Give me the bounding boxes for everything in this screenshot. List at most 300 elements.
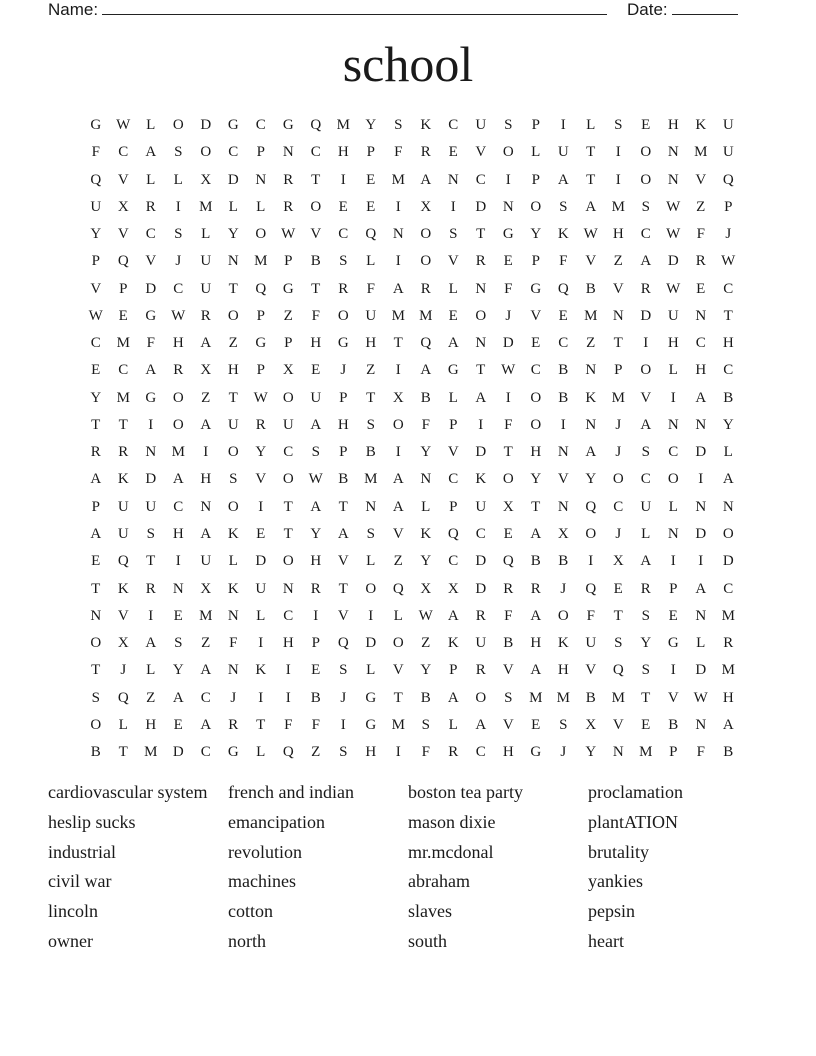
grid-letter: F	[696, 226, 705, 243]
grid-letter: T	[118, 744, 128, 761]
grid-row	[82, 466, 742, 493]
grid-letter: I	[340, 716, 346, 733]
grid-letter: U	[145, 498, 157, 515]
grid-letter: R	[145, 198, 156, 215]
grid-letter: C	[118, 362, 129, 379]
grid-letter: I	[258, 689, 264, 706]
grid-letter: I	[285, 662, 291, 679]
grid-letter: H	[145, 716, 157, 733]
grid-letter: T	[586, 144, 596, 161]
letter-grid	[82, 112, 742, 766]
grid-letter: O	[172, 416, 184, 433]
grid-row	[82, 712, 742, 739]
grid-letter: E	[668, 607, 678, 624]
grid-letter: S	[614, 635, 623, 652]
grid-letter: O	[200, 144, 212, 161]
grid-letter: A	[200, 662, 212, 679]
grid-letter: L	[531, 144, 541, 161]
grid-letter: A	[695, 389, 707, 406]
grid-letter: N	[475, 335, 487, 352]
word-bank-item: industrial	[48, 841, 116, 862]
grid-letter: T	[311, 280, 321, 297]
grid-letter: U	[282, 416, 294, 433]
grid-letter: T	[476, 362, 486, 379]
grid-letter: H	[282, 635, 294, 652]
grid-letter: Y	[420, 662, 432, 679]
grid-letter: D	[640, 307, 652, 324]
grid-letter: R	[723, 635, 734, 652]
grid-letter: O	[722, 525, 734, 542]
grid-letter: G	[145, 307, 157, 324]
grid-letter: S	[91, 689, 100, 706]
grid-letter: A	[392, 280, 404, 297]
grid-letter: Q	[282, 744, 294, 761]
grid-letter: V	[612, 280, 624, 297]
grid-letter: V	[117, 226, 129, 243]
grid-letter: S	[614, 117, 623, 133]
grid-letter: O	[585, 525, 597, 542]
grid-letter: V	[475, 144, 487, 161]
grid-letter: Z	[393, 553, 403, 570]
grid-letter: A	[475, 716, 487, 733]
grid-letter: K	[557, 635, 569, 652]
grid-letter: N	[585, 416, 597, 433]
grid-letter: N	[502, 198, 514, 215]
grid-letter: V	[310, 226, 322, 243]
grid-letter: B	[420, 689, 431, 706]
grid-letter: B	[365, 444, 376, 461]
grid-letter: F	[366, 280, 375, 297]
grid-letter: C	[448, 471, 459, 488]
grid-letter: Z	[421, 635, 431, 652]
grid-row	[82, 357, 742, 384]
grid-letter: S	[339, 253, 348, 270]
grid-letter: P	[256, 362, 265, 379]
grid-letter: L	[256, 198, 266, 215]
grid-row	[82, 630, 742, 657]
grid-letter: X	[447, 580, 459, 597]
grid-letter: T	[338, 498, 348, 515]
grid-letter: D	[172, 744, 184, 761]
grid-letter: P	[284, 335, 293, 352]
grid-letter: U	[557, 144, 569, 161]
grid-letter: P	[256, 144, 265, 161]
grid-letter: N	[200, 498, 212, 515]
grid-letter: H	[722, 335, 734, 352]
grid-letter: U	[200, 253, 212, 270]
grid-letter: Z	[613, 253, 623, 270]
grid-letter: M	[721, 662, 735, 679]
grid-letter: L	[118, 716, 128, 733]
grid-letter: S	[421, 716, 430, 733]
grid-letter: R	[420, 144, 431, 161]
grid-letter: D	[475, 580, 487, 597]
grid-letter: M	[611, 689, 625, 706]
grid-letter: M	[391, 171, 405, 188]
grid-letter: J	[505, 307, 512, 324]
grid-letter: T	[256, 716, 266, 733]
grid-letter: R	[448, 744, 459, 761]
grid-letter: T	[503, 444, 513, 461]
grid-letter: O	[90, 716, 102, 733]
grid-letter: E	[448, 144, 458, 161]
grid-letter: P	[256, 307, 265, 324]
grid-letter: G	[255, 335, 267, 352]
date-label: Date:	[627, 0, 668, 19]
grid-letter: E	[366, 171, 376, 188]
word-bank-item: heslip sucks	[48, 811, 136, 832]
grid-letter: H	[172, 525, 184, 542]
grid-letter: V	[447, 253, 459, 270]
grid-letter: U	[227, 416, 239, 433]
grid-letter: T	[91, 580, 101, 597]
grid-letter: B	[310, 689, 321, 706]
grid-letter: Q	[557, 280, 569, 297]
grid-letter: Z	[228, 335, 238, 352]
grid-letter: P	[119, 280, 128, 297]
grid-letter: I	[340, 171, 346, 188]
grid-letter: Y	[640, 635, 652, 652]
grid-letter: D	[200, 117, 212, 133]
grid-letter: H	[227, 362, 239, 379]
grid-letter: C	[723, 362, 734, 379]
grid-letter: B	[585, 689, 596, 706]
grid-letter: N	[695, 416, 707, 433]
word-bank-item: mr.mcdonal	[408, 841, 494, 862]
date-field	[627, 0, 738, 18]
grid-letter: N	[392, 226, 404, 243]
grid-letter: C	[283, 444, 294, 461]
grid-letter: Q	[585, 498, 597, 515]
grid-letter: Y	[365, 117, 377, 133]
grid-letter: M	[611, 198, 625, 215]
grid-letter: U	[255, 580, 267, 597]
grid-row	[82, 439, 742, 466]
grid-letter: L	[448, 280, 458, 297]
grid-letter: E	[173, 716, 183, 733]
grid-letter: U	[365, 307, 377, 324]
grid-letter: K	[420, 117, 432, 133]
grid-letter: P	[449, 498, 458, 515]
grid-letter: O	[282, 553, 294, 570]
grid-letter: H	[612, 226, 624, 243]
grid-letter: V	[585, 253, 597, 270]
grid-letter: N	[695, 498, 707, 515]
grid-letter: L	[668, 362, 678, 379]
grid-letter: I	[505, 389, 511, 406]
grid-letter: S	[229, 471, 238, 488]
grid-letter: F	[421, 744, 430, 761]
grid-letter: A	[200, 525, 212, 542]
grid-letter: C	[475, 525, 486, 542]
grid-letter: I	[670, 662, 676, 679]
grid-letter: D	[365, 635, 377, 652]
grid-letter: Z	[283, 307, 293, 324]
grid-letter: X	[117, 198, 129, 215]
grid-letter: B	[310, 253, 321, 270]
grid-letter: B	[585, 280, 596, 297]
grid-letter: V	[667, 689, 679, 706]
grid-letter: S	[641, 198, 650, 215]
grid-letter: A	[530, 607, 542, 624]
grid-letter: T	[91, 416, 101, 433]
grid-letter: F	[311, 307, 320, 324]
grid-letter: O	[365, 580, 377, 597]
grid-letter: S	[449, 226, 458, 243]
grid-letter: V	[557, 471, 569, 488]
grid-letter: X	[585, 716, 597, 733]
grid-letter: M	[391, 716, 405, 733]
grid-letter: W	[418, 607, 433, 624]
word-bank-item: boston tea party	[408, 782, 523, 802]
grid-letter: X	[392, 389, 404, 406]
grid-letter: O	[255, 226, 267, 243]
grid-letter: A	[447, 689, 459, 706]
grid-letter: M	[364, 471, 378, 488]
word-bank-item: owner	[48, 930, 93, 951]
grid-letter: S	[394, 117, 403, 133]
grid-letter: Q	[392, 580, 404, 597]
grid-letter: T	[476, 226, 486, 243]
grid-letter: A	[145, 635, 157, 652]
grid-letter: H	[337, 144, 349, 161]
grid-row	[82, 521, 742, 548]
grid-letter: C	[338, 226, 349, 243]
grid-letter: N	[227, 253, 239, 270]
grid-letter: X	[557, 525, 569, 542]
grid-letter: P	[284, 253, 293, 270]
grid-letter: J	[615, 416, 622, 433]
grid-letter: R	[475, 253, 486, 270]
grid-letter: O	[172, 389, 184, 406]
grid-letter: Q	[447, 525, 459, 542]
grid-letter: S	[641, 662, 650, 679]
grid-letter: U	[117, 525, 129, 542]
grid-letter: Q	[722, 171, 734, 188]
grid-letter: M	[721, 607, 735, 624]
grid-letter: I	[175, 553, 181, 570]
grid-letter: A	[640, 253, 652, 270]
grid-letter: H	[310, 553, 322, 570]
grid-letter: M	[171, 444, 185, 461]
grid-letter: R	[338, 280, 349, 297]
grid-letter: M	[254, 253, 268, 270]
word-bank-item: revolution	[228, 841, 302, 862]
grid-letter: C	[118, 144, 129, 161]
word-bank	[48, 780, 768, 959]
grid-letter: Z	[586, 335, 596, 352]
grid-letter: P	[669, 580, 678, 597]
grid-letter: W	[583, 226, 598, 243]
word-bank-item: mason dixie	[408, 811, 496, 832]
grid-letter: I	[395, 253, 401, 270]
grid-letter: C	[228, 144, 239, 161]
grid-row	[82, 385, 742, 412]
grid-letter: H	[337, 416, 349, 433]
grid-letter: W	[693, 689, 708, 706]
grid-letter: H	[695, 362, 707, 379]
grid-letter: C	[668, 444, 679, 461]
grid-letter: D	[695, 662, 707, 679]
grid-letter: H	[502, 744, 514, 761]
grid-letter: A	[392, 498, 404, 515]
grid-letter: T	[641, 689, 651, 706]
grid-letter: W	[666, 226, 681, 243]
grid-letter: B	[723, 389, 734, 406]
grid-letter: G	[145, 389, 157, 406]
grid-letter: O	[227, 498, 239, 515]
grid-letter: S	[174, 635, 183, 652]
grid-letter: P	[91, 498, 100, 515]
word-bank-item: brutality	[588, 841, 649, 862]
grid-letter: X	[420, 580, 432, 597]
grid-letter: P	[531, 117, 540, 133]
grid-letter: N	[585, 362, 597, 379]
grid-letter: H	[200, 471, 212, 488]
grid-letter: R	[475, 662, 486, 679]
grid-letter: K	[695, 117, 707, 133]
grid-letter: A	[585, 444, 597, 461]
header-row	[48, 0, 748, 20]
grid-letter: Q	[117, 689, 129, 706]
grid-letter: I	[285, 689, 291, 706]
grid-letter: O	[392, 416, 404, 433]
grid-letter: F	[586, 607, 595, 624]
grid-letter: I	[368, 607, 374, 624]
grid-letter: G	[227, 117, 239, 133]
grid-letter: W	[666, 198, 681, 215]
grid-letter: B	[530, 553, 541, 570]
grid-letter: K	[255, 662, 267, 679]
grid-letter: L	[256, 744, 266, 761]
grid-letter: M	[694, 144, 708, 161]
grid-letter: U	[90, 198, 102, 215]
grid-letter: E	[503, 525, 513, 542]
grid-letter: O	[227, 307, 239, 324]
grid-row	[82, 112, 742, 139]
grid-letter: I	[148, 416, 154, 433]
grid-letter: V	[447, 444, 459, 461]
grid-letter: N	[227, 662, 239, 679]
grid-letter: O	[502, 471, 514, 488]
grid-letter: D	[475, 444, 487, 461]
grid-letter: P	[614, 362, 623, 379]
grid-letter: I	[560, 117, 566, 133]
grid-letter: M	[584, 307, 598, 324]
grid-letter: I	[670, 389, 676, 406]
grid-letter: E	[366, 198, 376, 215]
grid-letter: C	[283, 607, 294, 624]
grid-letter: L	[668, 498, 678, 515]
grid-letter: A	[200, 716, 212, 733]
grid-letter: E	[256, 525, 266, 542]
grid-letter: S	[504, 689, 513, 706]
grid-letter: P	[339, 389, 348, 406]
grid-letter: Y	[310, 525, 322, 542]
grid-letter: Y	[722, 416, 734, 433]
grid-letter: N	[282, 144, 294, 161]
grid-letter: S	[174, 226, 183, 243]
grid-letter: J	[725, 226, 732, 243]
grid-letter: W	[253, 389, 268, 406]
grid-letter: C	[173, 280, 184, 297]
grid-letter: G	[282, 280, 294, 297]
grid-letter: I	[670, 553, 676, 570]
grid-letter: J	[230, 689, 237, 706]
grid-letter: O	[282, 389, 294, 406]
grid-letter: L	[146, 662, 156, 679]
grid-letter: E	[696, 280, 706, 297]
grid-letter: X	[117, 635, 129, 652]
grid-letter: I	[395, 362, 401, 379]
grid-letter: D	[695, 525, 707, 542]
grid-letter: I	[203, 444, 209, 461]
grid-letter: H	[530, 635, 542, 652]
grid-letter: I	[588, 553, 594, 570]
grid-letter: T	[723, 307, 733, 324]
grid-letter: A	[447, 335, 459, 352]
grid-letter: H	[667, 117, 679, 133]
grid-letter: E	[558, 307, 568, 324]
grid-letter: V	[90, 280, 102, 297]
grid-letter: R	[640, 580, 651, 597]
grid-letter: V	[117, 607, 129, 624]
grid-letter: J	[175, 253, 182, 270]
grid-letter: N	[722, 498, 734, 515]
grid-letter: N	[612, 307, 624, 324]
grid-letter: I	[175, 198, 181, 215]
grid-letter: N	[475, 280, 487, 297]
grid-letter: B	[420, 389, 431, 406]
grid-letter: L	[586, 117, 596, 133]
grid-letter: U	[475, 498, 487, 515]
grid-letter: F	[394, 144, 403, 161]
grid-letter: X	[200, 580, 212, 597]
grid-letter: R	[420, 280, 431, 297]
grid-letter: B	[558, 553, 569, 570]
grid-letter: M	[199, 198, 213, 215]
grid-letter: Q	[117, 253, 129, 270]
grid-letter: N	[90, 607, 102, 624]
grid-letter: L	[146, 117, 156, 133]
grid-letter: T	[146, 553, 156, 570]
word-bank-item: pepsin	[588, 901, 635, 922]
grid-letter: I	[505, 171, 511, 188]
grid-letter: P	[91, 253, 100, 270]
grid-letter: S	[174, 144, 183, 161]
grid-letter: N	[255, 171, 267, 188]
grid-letter: Q	[90, 171, 102, 188]
grid-row	[82, 603, 742, 630]
grid-letter: O	[392, 635, 404, 652]
grid-letter: C	[173, 498, 184, 515]
grid-letter: I	[615, 171, 621, 188]
grid-letter: F	[504, 280, 513, 297]
grid-letter: A	[447, 607, 459, 624]
grid-letter: P	[366, 144, 375, 161]
grid-letter: C	[145, 226, 156, 243]
grid-letter: S	[339, 662, 348, 679]
grid-letter: N	[365, 498, 377, 515]
grid-letter: T	[283, 498, 293, 515]
grid-letter: D	[145, 471, 157, 488]
grid-letter: Y	[227, 226, 239, 243]
grid-letter: I	[395, 744, 401, 761]
grid-letter: P	[531, 253, 540, 270]
grid-letter: C	[448, 117, 459, 133]
grid-letter: C	[255, 117, 266, 133]
grid-letter: E	[448, 307, 458, 324]
